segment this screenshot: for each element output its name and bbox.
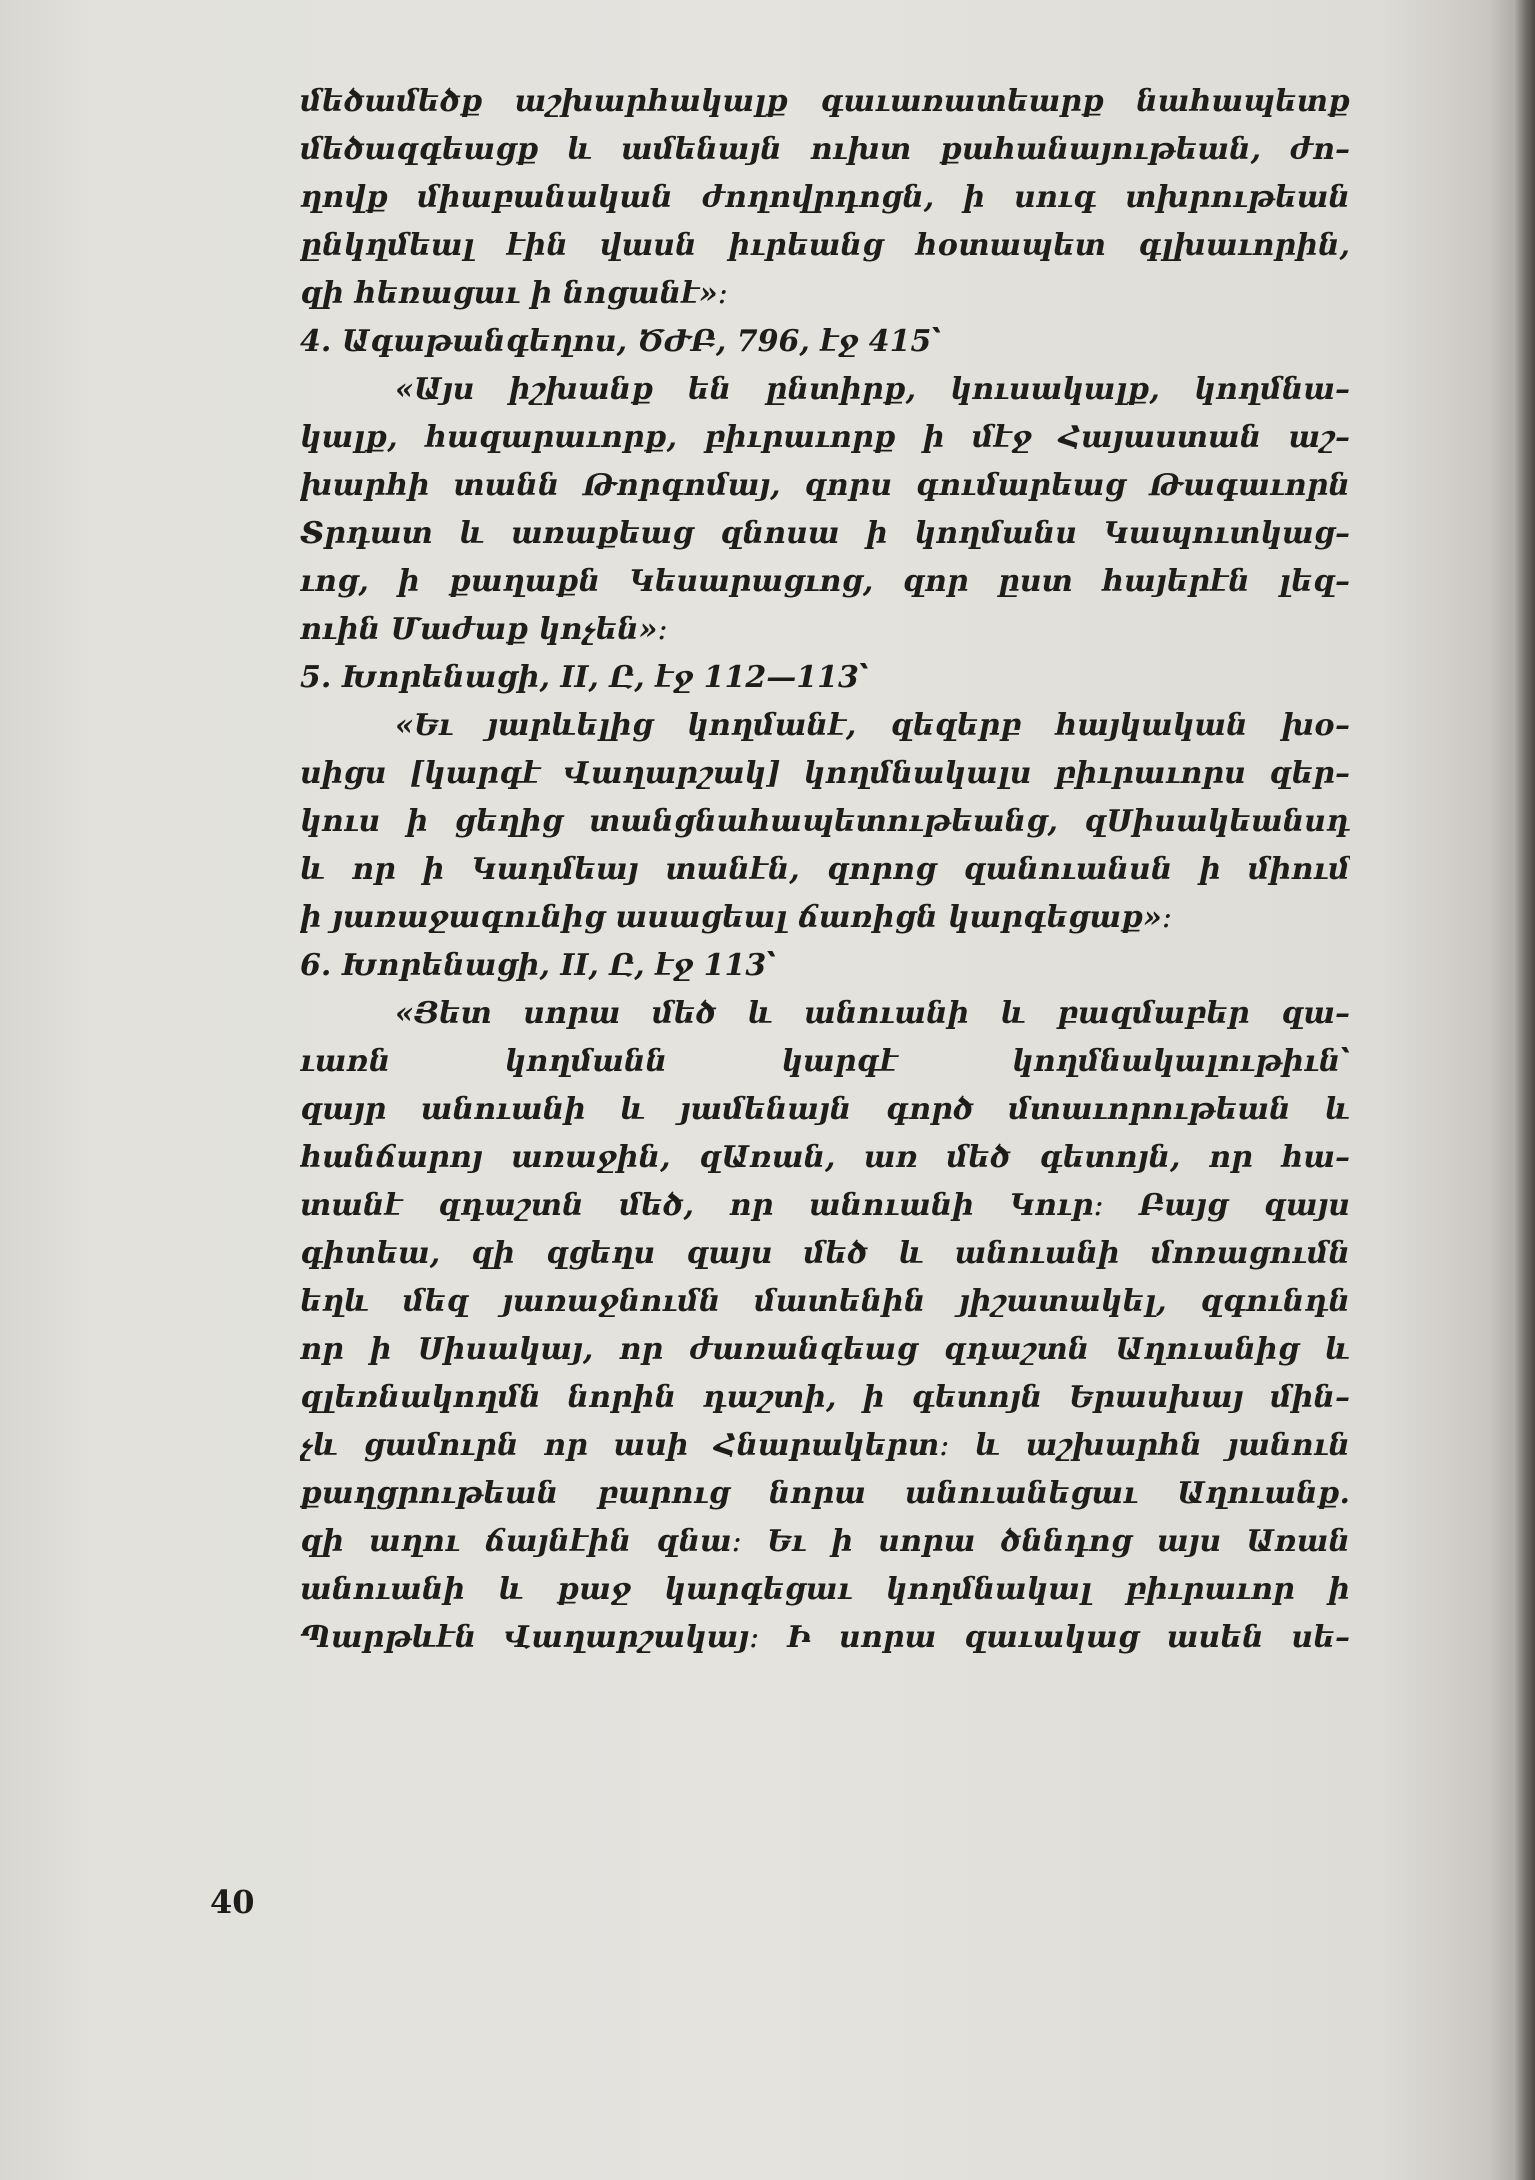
quote-line: զայր անուանի և յամենայն գործ մտաւորութեան և xyxy=(300,1092,1350,1127)
quote-line: տանէ զդաշտն մեծ, որ անուանի Կուր։ Բայց զայս xyxy=(300,1188,1350,1223)
quote-line: Պարթևէն Վաղարշակայ։ Ի սորա զաւակաց ասեն սե– xyxy=(300,1620,1350,1655)
quote-line: ուին Մաժաք կոչեն»։ xyxy=(300,612,668,647)
quote-line: կալք, հազարաւորք, բիւրաւորք ի մէջ Հայաստան աշ– xyxy=(300,420,1350,455)
quote-line: անուանի և քաջ կարգեցաւ կողմնակալ բիւրաւոր ի xyxy=(300,1572,1350,1607)
text-line: մեծազգեացք և ամենայն ուխտ քահանայութեան, ժո– xyxy=(300,132,1350,167)
quote-line: և որ ի Կադմեայ տանէն, զորոց զանուանսն ի միում xyxy=(300,852,1350,887)
quote-line: որ ի Սիսակայ, որ ժառանգեաց զդաշտն Աղուանից և xyxy=(300,1332,1350,1367)
quote-line: եղև մեզ յառաջնումն մատենին յիշատակել, զգունդն xyxy=(300,1284,1350,1319)
text-line: զի հեռացաւ ի նոցանէ»։ xyxy=(300,276,728,311)
quote-line: գիտեա, զի զցեղս զայս մեծ և անուանի մոռացումն xyxy=(300,1236,1350,1271)
text-block xyxy=(300,78,1350,1662)
quote-line: զի աղու ճայնէին զնա։ Եւ ի սորա ծննդոց այս Առան xyxy=(300,1524,1350,1559)
text-line: ընկղմեալ էին վասն իւրեանց հօտապետ գլխաւորին, xyxy=(300,228,1350,263)
text-line: ղովք միաբանական ժողովրդոցն, ի սուգ տխրութեան xyxy=(300,180,1350,215)
quote-line: ւոց, ի քաղաքն Կեսարացւոց, զոր ըստ հայերէն լեզ– xyxy=(300,564,1350,599)
quote-line: քաղցրութեան բարուց նորա անուանեցաւ Աղուանք. xyxy=(300,1476,1350,1511)
quote-line: Տրդատ և առաքեաց զնոսա ի կողմանս Կապուտկաց– xyxy=(300,516,1350,551)
text-line: մեծամեծք աշխարհակալք գաւառատեարք նահապետք xyxy=(300,84,1350,119)
page-number: 40 xyxy=(210,1883,255,1921)
quote-line: խարհի տանն Թորգոմայ, զորս գումարեաց Թագաւորն xyxy=(300,468,1350,503)
citation-heading: 4. Ագաթանգեղոս, ԾԺԲ, 796, էջ 415՝ xyxy=(300,324,942,359)
quote-line: հանճարոյ առաջին, զԱռան, առ մեծ գետոյն, որ հա– xyxy=(300,1140,1350,1175)
citation-heading: 6. Խորենացի, II, Ը, էջ 113՝ xyxy=(300,948,776,983)
quote-line: «Այս իշխանք են ընտիրք, կուսակալք, կողմնա– xyxy=(395,372,1350,407)
citation-heading: 5. Խորենացի, II, Ը, էջ 112—113՝ xyxy=(300,660,869,695)
quote-line: կուս ի ցեղից տանցնահապետութեանց, զՍիսակեանսդ xyxy=(300,804,1350,839)
quote-line: «Յետ սորա մեծ և անուանի և բազմաբեր զա– xyxy=(395,996,1350,1031)
quote-line: զլեռնակողմն նորին դաշտի, ի գետոյն Երասխայ մին– xyxy=(300,1380,1350,1415)
quote-line: «Եւ յարևելից կողմանէ, զեզերբ հայկական խօ– xyxy=(395,708,1350,743)
quote-line: չև ցամուրն որ ասի Հնարակերտ։ և աշխարհն յանուն xyxy=(300,1428,1350,1463)
quote-line: սիցս [կարգէ Վաղարշակ] կողմնակալս բիւրաւորս զեր– xyxy=(300,756,1350,791)
quote-line: ի յառաջագունից ասացեալ ճառիցն կարգեցաք»։ xyxy=(300,900,1173,935)
quote-line: ւառն կողմանն կարգէ կողմնակալութիւն՝ xyxy=(300,1044,1350,1079)
book-spine xyxy=(1513,0,1535,2180)
